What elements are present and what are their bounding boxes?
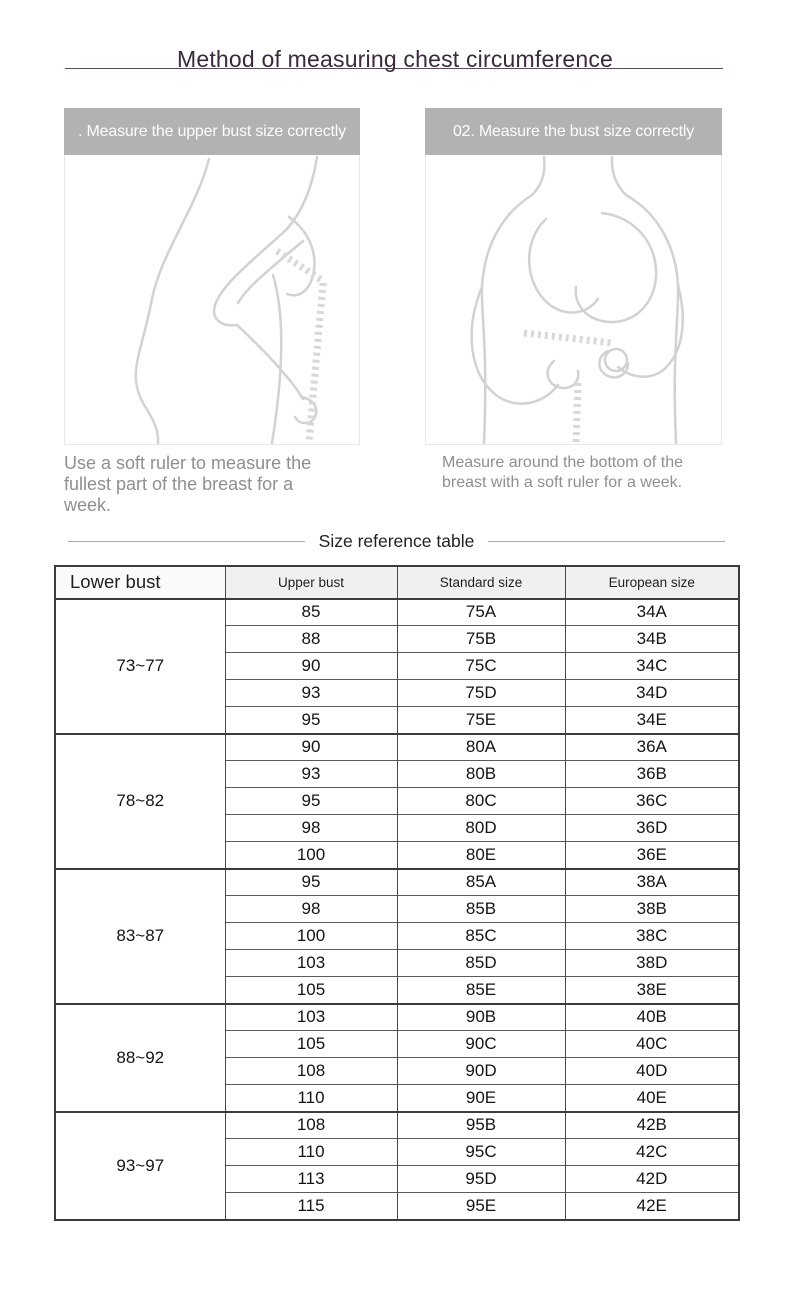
panel-bust xyxy=(425,108,722,445)
table-row xyxy=(55,599,739,626)
standard-size-cell: 85C xyxy=(397,923,565,950)
european-size-cell: 38B xyxy=(565,896,739,923)
european-size-cell: 34D xyxy=(565,680,739,707)
panel-upper-bust-header: . Measure the upper bust size correctly xyxy=(64,108,360,155)
standard-size-cell: 75C xyxy=(397,653,565,680)
standard-size-cell: 75B xyxy=(397,626,565,653)
european-size-cell: 42D xyxy=(565,1166,739,1193)
standard-size-cell: 85B xyxy=(397,896,565,923)
standard-size-cell: 80D xyxy=(397,815,565,842)
upper-bust-cell: 103 xyxy=(225,950,397,977)
european-size-cell: 34E xyxy=(565,707,739,734)
standard-size-cell: 75A xyxy=(397,599,565,626)
standard-size-cell: 85D xyxy=(397,950,565,977)
size-table-title-block xyxy=(68,531,725,552)
upper-bust-cell: 103 xyxy=(225,1004,397,1031)
upper-bust-cell: 98 xyxy=(225,896,397,923)
upper-bust-cell: 105 xyxy=(225,1031,397,1058)
left-rule xyxy=(68,541,305,542)
page-title: Method of measuring chest circumference xyxy=(176,46,614,72)
column-header-upper-bust: Upper bust xyxy=(225,566,397,599)
upper-bust-cell: 100 xyxy=(225,923,397,950)
standard-size-cell: 80B xyxy=(397,761,565,788)
lower-bust-cell: 93~97 xyxy=(55,1112,225,1220)
lower-bust-cell: 73~77 xyxy=(55,599,225,734)
european-size-cell: 36C xyxy=(565,788,739,815)
upper-bust-cell: 90 xyxy=(225,653,397,680)
standard-size-cell: 85E xyxy=(397,977,565,1004)
european-size-cell: 34A xyxy=(565,599,739,626)
lower-bust-cell: 78~82 xyxy=(55,734,225,869)
upper-bust-cell: 110 xyxy=(225,1085,397,1112)
european-size-cell: 38C xyxy=(565,923,739,950)
upper-bust-cell: 93 xyxy=(225,761,397,788)
bust-caption: Measure around the bottom of the breast with a soft ruler for a week. xyxy=(442,454,684,491)
standard-size-cell: 95C xyxy=(397,1139,565,1166)
european-size-cell: 42C xyxy=(565,1139,739,1166)
panel-captions xyxy=(64,453,722,517)
standard-size-cell: 75E xyxy=(397,707,565,734)
european-size-cell: 42E xyxy=(565,1193,739,1220)
european-size-cell: 36B xyxy=(565,761,739,788)
bust-measure-illustration xyxy=(425,155,722,445)
upper-bust-cell: 115 xyxy=(225,1193,397,1220)
standard-size-cell: 95D xyxy=(397,1166,565,1193)
upper-bust-cell: 88 xyxy=(225,626,397,653)
standard-size-cell: 85A xyxy=(397,869,565,896)
size-table-title: Size reference table xyxy=(318,530,475,551)
upper-bust-cell: 93 xyxy=(225,680,397,707)
standard-size-cell: 90E xyxy=(397,1085,565,1112)
table-row xyxy=(55,734,739,761)
size-reference-table xyxy=(54,565,740,1221)
lower-bust-cell: 88~92 xyxy=(55,1004,225,1112)
upper-bust-cell: 108 xyxy=(225,1058,397,1085)
european-size-cell: 34B xyxy=(565,626,739,653)
upper-bust-cell: 110 xyxy=(225,1139,397,1166)
table-row xyxy=(55,869,739,896)
upper-bust-cell: 85 xyxy=(225,599,397,626)
instruction-panels xyxy=(64,108,722,445)
panel-bust-header: 02. Measure the bust size correctly xyxy=(425,108,722,155)
table-header-row xyxy=(55,566,739,599)
european-size-cell: 36A xyxy=(565,734,739,761)
upper-bust-cell: 108 xyxy=(225,1112,397,1139)
table-row xyxy=(55,1004,739,1031)
lower-bust-cell: 83~87 xyxy=(55,869,225,1004)
european-size-cell: 40C xyxy=(565,1031,739,1058)
standard-size-cell: 90B xyxy=(397,1004,565,1031)
upper-bust-caption: Use a soft ruler to measure the fullest part of the breast for a week. xyxy=(64,453,312,516)
product-size-guide-page xyxy=(0,46,790,1310)
upper-bust-cell: 105 xyxy=(225,977,397,1004)
upper-bust-cell: 95 xyxy=(225,869,397,896)
upper-bust-cell: 90 xyxy=(225,734,397,761)
european-size-cell: 38E xyxy=(565,977,739,1004)
upper-bust-measure-illustration xyxy=(64,155,360,445)
standard-size-cell: 90D xyxy=(397,1058,565,1085)
european-size-cell: 34C xyxy=(565,653,739,680)
standard-size-cell: 90C xyxy=(397,1031,565,1058)
upper-bust-cell: 113 xyxy=(225,1166,397,1193)
european-size-cell: 40E xyxy=(565,1085,739,1112)
main-title-block xyxy=(0,46,790,84)
panel-upper-bust xyxy=(64,108,360,445)
upper-bust-cell: 98 xyxy=(225,815,397,842)
column-header-lower-bust: Lower bust xyxy=(55,566,225,599)
column-header-standard-size: Standard size xyxy=(397,566,565,599)
standard-size-cell: 95B xyxy=(397,1112,565,1139)
european-size-cell: 42B xyxy=(565,1112,739,1139)
standard-size-cell: 95E xyxy=(397,1193,565,1220)
column-header-european-size: European size xyxy=(565,566,739,599)
standard-size-cell: 80A xyxy=(397,734,565,761)
upper-bust-cell: 95 xyxy=(225,788,397,815)
standard-size-cell: 80E xyxy=(397,842,565,869)
upper-bust-cell: 95 xyxy=(225,707,397,734)
european-size-cell: 36E xyxy=(565,842,739,869)
european-size-cell: 38A xyxy=(565,869,739,896)
european-size-cell: 40B xyxy=(565,1004,739,1031)
upper-bust-cell: 100 xyxy=(225,842,397,869)
right-rule xyxy=(488,541,725,542)
table-row xyxy=(55,1112,739,1139)
european-size-cell: 36D xyxy=(565,815,739,842)
standard-size-cell: 80C xyxy=(397,788,565,815)
european-size-cell: 40D xyxy=(565,1058,739,1085)
standard-size-cell: 75D xyxy=(397,680,565,707)
european-size-cell: 38D xyxy=(565,950,739,977)
